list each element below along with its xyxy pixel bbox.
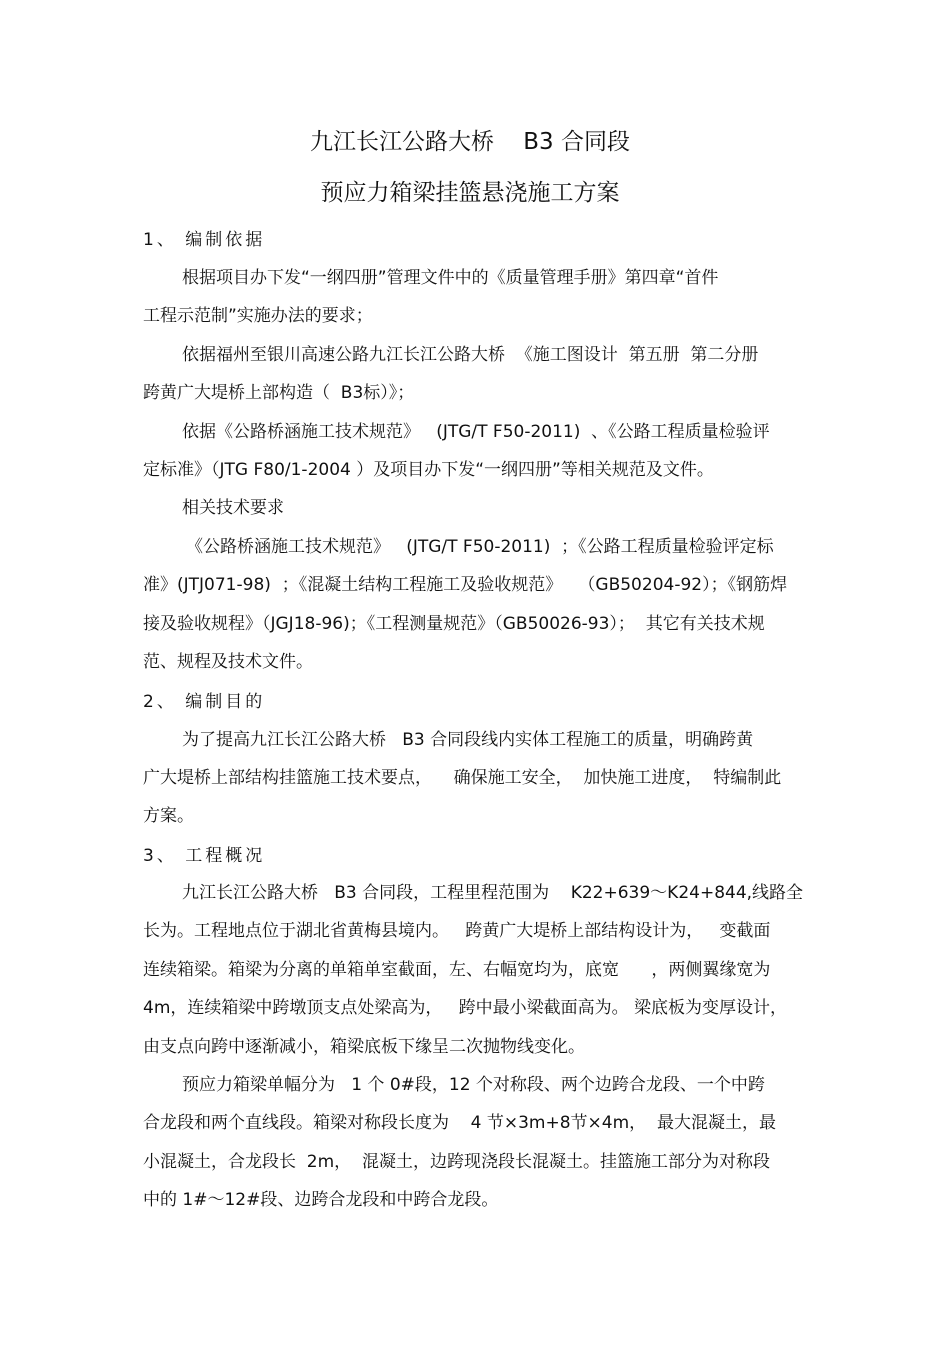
paragraph-line: 根据项目办下发“一纲四册”管理文件中的《质量管理手册》第四章“首件	[182, 268, 719, 288]
paragraph-line: 4m，连续箱梁中跨墩顶支点处梁高为， 跨中最小梁截面高为。 梁底板为变厚设计，	[143, 998, 787, 1018]
section-heading-overview: 3、 工程概况	[143, 846, 266, 866]
paragraph-line: 定标准》（JTG F80/1-2004 ）及项目办下发“一纲四册”等相关规范及文件。	[143, 460, 714, 480]
paragraph-line: 相关技术要求	[182, 498, 284, 518]
paragraph-line: 跨黄广大堤桥上部构造（ B3标）》；	[143, 383, 415, 403]
paragraph-line: 九江长江公路大桥 B3 合同段，工程里程范围为 K22+639～K24+844,线路全	[182, 883, 804, 903]
paragraph-line: 范、规程及技术文件。	[143, 652, 313, 672]
paragraph-line: 接及验收规程》（JGJ18-96)；《工程测量规范》（GB50026-93）； 其它有关技术规	[143, 614, 765, 634]
paragraph-line: 《公路桥涵施工技术规范》 (JTG/T F50-2011) ；《公路工程质量检验评定标	[186, 537, 774, 557]
paragraph-line: 方案。	[143, 806, 194, 826]
paragraph-line: 为了提高九江长江公路大桥 B3 合同段线内实体工程施工的质量，明确跨黄	[182, 730, 754, 750]
paragraph-line: 连续箱梁。箱梁为分离的单箱单室截面，左、右幅宽均为，底宽 ，两侧翼缘宽为	[143, 960, 771, 980]
paragraph-line: 工程示范制”实施办法的要求；	[143, 306, 373, 326]
paragraph-line: 合龙段和两个直线段。箱梁对称段长度为 4 节×3m+8节×4m， 最大混凝土，最	[143, 1113, 776, 1133]
section-heading-purpose: 2、 编制目的	[143, 692, 266, 712]
paragraph-line: 预应力箱梁单幅分为 1 个 0#段，12 个对称段、两个边跨合龙段、一个中跨	[182, 1075, 765, 1095]
paragraph-line: 长为。工程地点位于湖北省黄梅县境内。 跨黄广大堤桥上部结构设计为， 变截面	[143, 921, 771, 941]
paragraph-line: 准》(JTJ071-98) ；《混凝土结构工程施工及验收规范》 （GB50204-92）；《钢筋焊	[143, 575, 788, 595]
paragraph-line: 小混凝土，合龙段长 2m， 混凝土，边跨现浇段长混凝土。挂篮施工部分为对称段	[143, 1152, 770, 1172]
document-title: 九江长江公路大桥 B3 合同段	[310, 129, 630, 155]
document-subtitle: 预应力箱梁挂篮悬浇施工方案	[320, 180, 620, 206]
paragraph-line: 广大堤桥上部结构挂篮施工技术要点， 确保施工安全， 加快施工进度， 特编制此	[143, 768, 782, 788]
paragraph-line: 由支点向跨中逐渐减小，箱梁底板下缘呈二次抛物线变化。	[143, 1037, 585, 1057]
section-heading-basis: 1、 编制依据	[143, 230, 266, 250]
paragraph-line: 依据福州至银川高速公路九江长江公路大桥 《施工图设计 第五册 第二分册	[182, 345, 759, 365]
paragraph-line: 中的 1#～12#段、边跨合龙段和中跨合龙段。	[143, 1190, 499, 1210]
paragraph-line: 依据《公路桥涵施工技术规范》 (JTG/T F50-2011) 、《公路工程质量检验评	[182, 422, 770, 442]
